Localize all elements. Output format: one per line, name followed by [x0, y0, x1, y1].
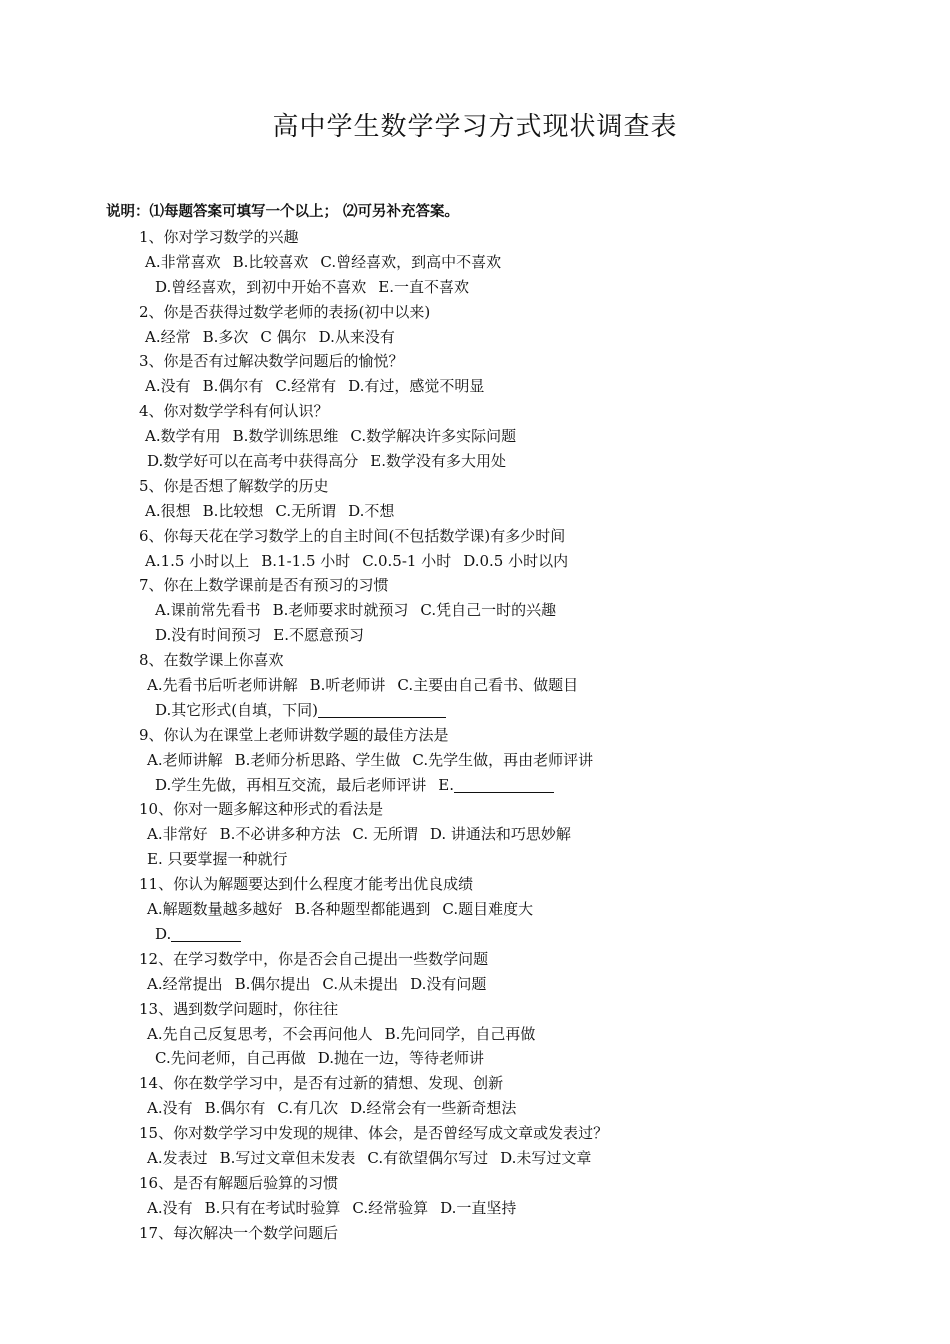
question-text: 6、你每天花在学习数学上的自主时间(不包括数学课)有多少时间 [139, 526, 566, 545]
answer-option: D.有过，感觉不明显 [348, 377, 485, 396]
answer-option: D.没有时间预习 [155, 626, 262, 645]
answer-option: A.没有 [147, 1198, 193, 1217]
option-line [0, 847, 950, 872]
question-text: 5、你是否想了解数学的历史 [139, 476, 329, 495]
answer-option: A.解题数量越多越好 [147, 900, 283, 919]
answer-option: B.偶尔有 [204, 1099, 266, 1118]
answer-option: C.主要由自己看书、做题目 [397, 676, 579, 695]
answer-option: B.1-1.5 小时 [261, 551, 351, 570]
answer-option: B.写过文章但未发表 [219, 1148, 356, 1167]
answer-option: A.经常 [145, 327, 191, 346]
page-title: 高中学生数学学习方式现状调查表 [272, 112, 678, 142]
answer-option: C. 无所谓 [352, 825, 418, 844]
option-line [0, 972, 950, 997]
question-line [0, 1121, 950, 1146]
answer-option: C.先学生做，再由老师评讲 [412, 750, 594, 769]
answer-option: A.没有 [145, 377, 191, 396]
option-line [0, 822, 950, 847]
answer-option: B.数学训练思维 [232, 427, 339, 446]
answer-option: C.凭自己一时的兴趣 [420, 601, 557, 620]
option-line [0, 598, 950, 623]
question-text: 14、你在数学学习中，是否有过新的猜想、发现、创新 [139, 1074, 504, 1093]
answer-option: B.只有在考试时验算 [204, 1198, 341, 1217]
answer-option: B.偶尔提出 [234, 974, 311, 993]
answer-option: E. [438, 775, 454, 794]
answer-option: D. 讲通法和巧思妙解 [429, 825, 571, 844]
answer-option: D.0.5 小时以内 [463, 551, 569, 570]
question-line [0, 723, 950, 748]
answer-option: D. [155, 924, 172, 943]
option-line [0, 623, 950, 648]
question-text: 10、你对一题多解这种形式的看法是 [139, 800, 384, 819]
option-line [0, 275, 950, 300]
question-text: 1、你对学习数学的兴趣 [139, 228, 299, 246]
option-line [0, 748, 950, 773]
question-text: 15、你对数学学习中发现的规律、体会，是否曾经写成文章或发表过？ [139, 1124, 609, 1143]
answer-option: E.不愿意预习 [273, 626, 364, 645]
answer-option: D.未写过文章 [500, 1148, 592, 1167]
answer-option: B.不必讲多种方法 [219, 825, 341, 844]
question-line [0, 1071, 950, 1096]
answer-option: B.老师要求时就预习 [272, 601, 409, 620]
answer-option: A.老师讲解 [147, 750, 223, 769]
option-line [0, 325, 950, 350]
answer-option: A.数学有用 [145, 427, 221, 446]
answer-option: A.没有 [147, 1099, 193, 1118]
answer-option: D.曾经喜欢，到初中开始不喜欢 [155, 277, 367, 296]
question-line [0, 648, 950, 673]
option-line [0, 773, 950, 798]
option-line [0, 250, 950, 275]
answer-option: D.经常会有一些新奇想法 [350, 1099, 517, 1118]
question-line [0, 225, 950, 250]
answer-option: D.数学好可以在高考中获得高分 [147, 452, 359, 471]
answer-option: A.发表过 [147, 1148, 208, 1167]
answer-option: D.学生先做，再相互交流，最后老师评讲 [155, 775, 427, 794]
answer-option: A.先看书后听老师讲解 [147, 676, 298, 695]
question-text: 13、遇到数学问题时，你往往 [139, 999, 339, 1018]
question-text: 11、你认为解题要达到什么程度才能考出优良成绩 [139, 875, 474, 894]
question-line [0, 524, 950, 549]
option-line [0, 449, 950, 474]
question-text: 9、你认为在课堂上老师讲数学题的最佳方法是 [139, 725, 449, 744]
answer-option: C.曾经喜欢，到高中不喜欢 [320, 252, 502, 271]
answer-option: C.无所谓 [275, 501, 337, 520]
answer-option: C.从未提出 [322, 974, 399, 993]
question-line [0, 300, 950, 325]
fill-in-blank[interactable] [318, 701, 446, 718]
answer-option: D.抛在一边，等待老师讲 [317, 1049, 484, 1068]
option-line [0, 1096, 950, 1121]
answer-option: A.经常提出 [147, 974, 223, 993]
question-line [0, 947, 950, 972]
answer-option: B.听老师讲 [309, 676, 386, 695]
answer-option: C.先问老师，自己再做 [155, 1049, 306, 1068]
question-line [0, 1171, 950, 1196]
answer-option: A.1.5 小时以上 [145, 551, 250, 570]
question-line [0, 997, 950, 1022]
answer-option: D.没有问题 [410, 974, 487, 993]
answer-option: C.经常验算 [352, 1198, 429, 1217]
answer-option: A.课前常先看书 [155, 601, 261, 620]
answer-option: C.有欲望偶尔写过 [367, 1148, 489, 1167]
option-line [0, 424, 950, 449]
question-line [0, 474, 950, 499]
answer-option: A.很想 [145, 501, 191, 520]
answer-option: C.数学解决许多实际问题 [350, 427, 517, 446]
option-line [0, 499, 950, 524]
option-line [0, 1046, 950, 1071]
question-line [0, 573, 950, 598]
answer-option: B.老师分析思路、学生做 [234, 750, 401, 769]
question-text: 4、你对数学学科有何认识？ [139, 402, 329, 421]
option-line [0, 922, 950, 947]
answer-option: C.题目难度大 [442, 900, 534, 919]
question-text: 3、你是否有过解决数学问题后的愉悦？ [139, 352, 404, 371]
option-line [0, 698, 950, 723]
option-line [0, 897, 950, 922]
answer-option: E.一直不喜欢 [378, 277, 469, 296]
option-line [0, 1022, 950, 1047]
question-line [0, 349, 950, 374]
question-list [0, 225, 950, 1246]
question-text: 8、在数学课上你喜欢 [139, 651, 284, 670]
answer-option: C 偶尔 [260, 327, 307, 346]
answer-option: B.多次 [202, 327, 249, 346]
answer-option: C.0.5-1 小时 [362, 551, 452, 570]
answer-option: A.先自己反复思考，不会再问他人 [147, 1024, 373, 1043]
question-text: 12、在学习数学中，你是否会自己提出一些数学问题 [139, 949, 489, 968]
answer-option: B.比较想 [202, 501, 264, 520]
answer-option: C.经常有 [275, 377, 337, 396]
answer-option: C.有几次 [277, 1099, 339, 1118]
question-line [0, 797, 950, 822]
answer-option: A.非常喜欢 [145, 252, 221, 271]
answer-option: B.先问同学，自己再做 [384, 1024, 536, 1043]
fill-in-blank[interactable] [171, 925, 241, 942]
option-line [0, 673, 950, 698]
answer-option: D.从来没有 [318, 327, 395, 346]
option-line [0, 374, 950, 399]
answer-option: E.数学没有多大用处 [370, 452, 506, 471]
answer-option: E. 只要掌握一种就行 [147, 850, 288, 869]
question-text: 16、是否有解题后验算的习惯 [139, 1173, 339, 1192]
answer-option: B.偶尔有 [202, 377, 264, 396]
question-text: 2、你是否获得过数学老师的表扬(初中以来) [139, 302, 431, 321]
question-line [0, 1221, 950, 1246]
question-line [0, 399, 950, 424]
answer-option: D.其它形式(自填，下同) [155, 700, 318, 719]
answer-option: B.各种题型都能遇到 [294, 900, 431, 919]
question-line [0, 872, 950, 897]
question-text: 7、你在上数学课前是否有预习的习惯 [139, 576, 389, 595]
fill-in-blank[interactable] [454, 776, 554, 793]
instructions-note: 说明：⑴每题答案可填写一个以上； ⑵可另补充答案。 [106, 203, 460, 220]
option-line [0, 549, 950, 574]
option-line [0, 1196, 950, 1221]
answer-option: D.不想 [348, 501, 395, 520]
answer-option: A.非常好 [147, 825, 208, 844]
answer-option: D.一直坚持 [440, 1198, 517, 1217]
question-text: 17、每次解决一个数学问题后 [139, 1223, 339, 1242]
answer-option: B.比较喜欢 [232, 252, 309, 271]
option-line [0, 1146, 950, 1171]
